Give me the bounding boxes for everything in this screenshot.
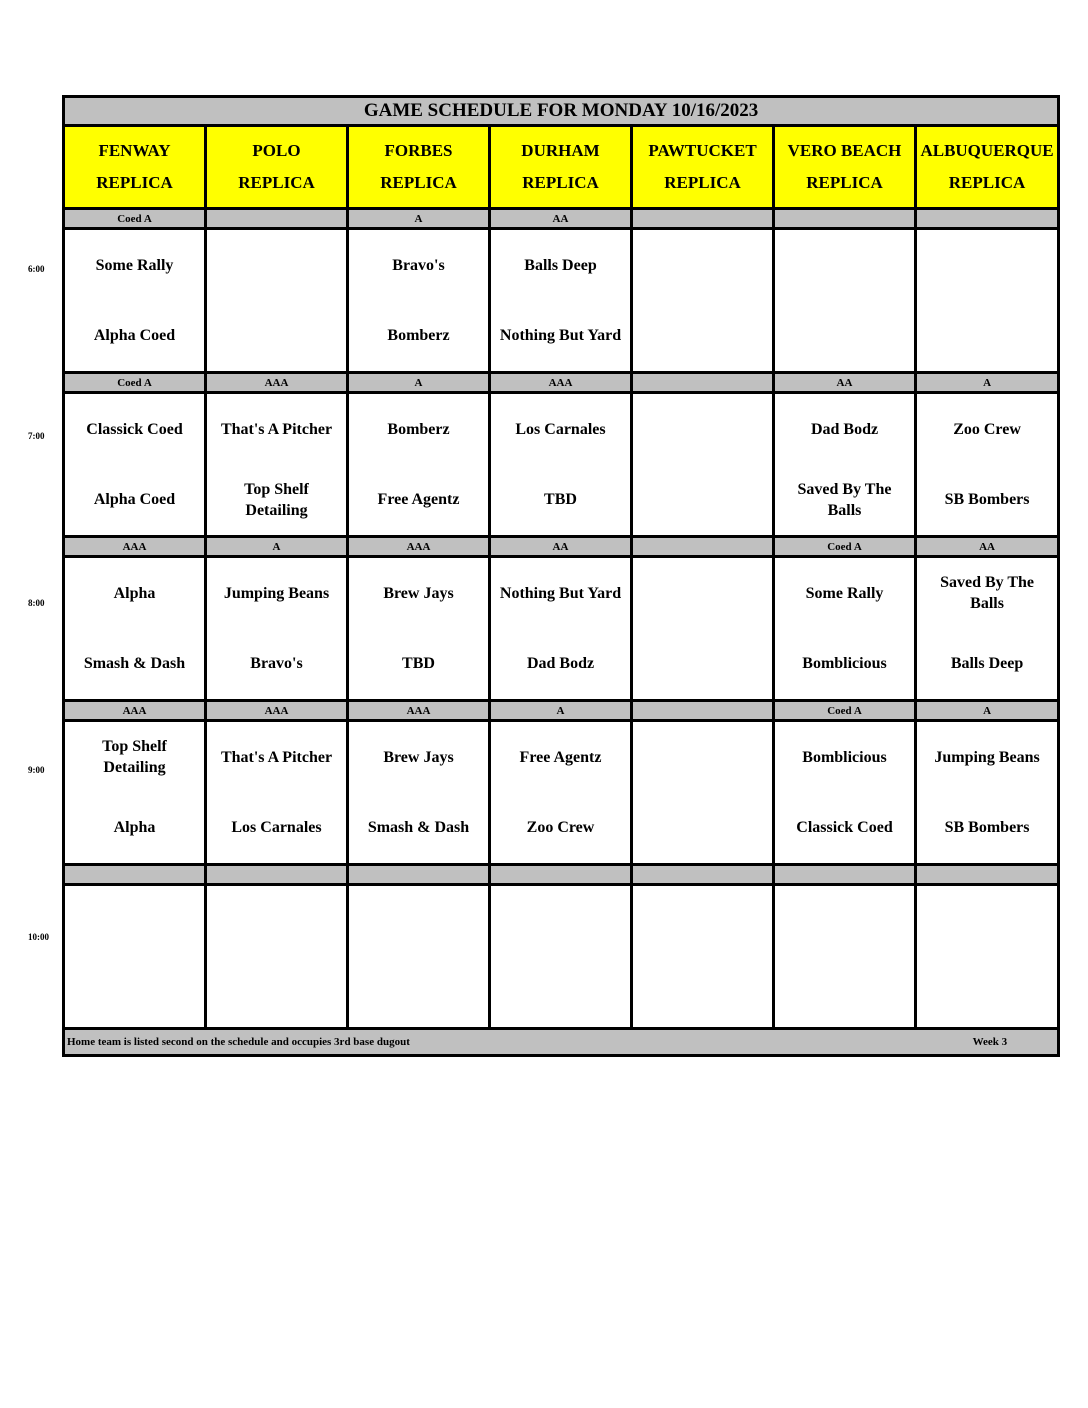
home-team: TBD [402, 655, 435, 673]
field-header [632, 126, 774, 209]
home-team: Smash & Dash [83, 655, 186, 673]
division-label [632, 537, 774, 557]
division-label: AAA [64, 701, 206, 721]
away-team: Dad Bodz [810, 420, 879, 438]
division-label: A [206, 537, 348, 557]
away-team [917, 886, 1057, 957]
home-team [207, 957, 346, 1028]
division-label: A [348, 373, 490, 393]
away-team: Zoo Crew [953, 420, 1021, 438]
away-team: That's A Pitcher [220, 748, 333, 766]
time-label: 10:00 [28, 932, 49, 942]
time-label: 9:00 [28, 765, 45, 775]
field-subtitle: REPLICA [664, 173, 741, 192]
game-cell [916, 721, 1059, 865]
division-label: Coed A [64, 373, 206, 393]
game-cell [916, 229, 1059, 373]
away-team [349, 886, 488, 957]
division-label [632, 701, 774, 721]
division-label [490, 865, 632, 885]
away-team: That's A Pitcher [220, 420, 333, 438]
away-team: Brew Jays [383, 584, 454, 602]
game-cell [632, 721, 774, 865]
away-team: Brew Jays [383, 748, 454, 766]
field-subtitle: REPLICA [522, 173, 599, 192]
away-team: Bomblicious [802, 748, 887, 766]
game-row [64, 229, 1059, 373]
game-cell [774, 557, 916, 701]
division-label: AAA [348, 701, 490, 721]
game-cell [64, 393, 206, 537]
away-team [917, 230, 1057, 301]
game-cell [774, 393, 916, 537]
home-team: Nothing But Yard [499, 327, 622, 345]
away-team [491, 886, 630, 957]
field-name: FORBES [384, 141, 453, 160]
field-header [348, 126, 490, 209]
home-team: Free Agentz [377, 491, 460, 509]
away-team [633, 230, 772, 301]
field-header [64, 126, 206, 209]
division-label: AAA [206, 373, 348, 393]
home-team: SB Bombers [944, 819, 1030, 837]
home-team [491, 957, 630, 1028]
away-team [633, 886, 772, 957]
time-label: 6:00 [28, 264, 45, 274]
away-team [633, 722, 772, 793]
away-team: Classick Coed [86, 420, 183, 438]
schedule-title: GAME SCHEDULE FOR MONDAY 10/16/2023 [64, 97, 1059, 126]
division-label [632, 373, 774, 393]
away-team [775, 886, 914, 957]
field-name: VERO BEACH [787, 141, 902, 160]
footer [64, 1029, 1059, 1056]
footer-note: Home team is listed second on the schedule and occupies 3rd base dugout [67, 1036, 410, 1048]
division-label [64, 865, 206, 885]
division-label [774, 209, 916, 229]
field-header [774, 126, 916, 209]
schedule-table [62, 95, 1060, 1057]
division-row [64, 373, 1059, 393]
field-header [490, 126, 632, 209]
home-team: Dad Bodz [526, 655, 595, 673]
home-team [917, 301, 1057, 372]
home-team [207, 301, 346, 372]
game-cell [348, 393, 490, 537]
time-label: 7:00 [28, 431, 45, 441]
home-team: Bravo's [250, 655, 303, 673]
game-cell [490, 229, 632, 373]
field-subtitle: REPLICA [238, 173, 315, 192]
away-team: Los Carnales [515, 420, 606, 438]
game-cell [632, 229, 774, 373]
division-label [774, 865, 916, 885]
division-label [206, 865, 348, 885]
away-team: Some Rally [805, 584, 884, 602]
division-label: A [348, 209, 490, 229]
division-label [632, 865, 774, 885]
game-cell [206, 885, 348, 1029]
division-label: AA [490, 209, 632, 229]
game-cell [64, 885, 206, 1029]
division-label [916, 209, 1059, 229]
away-team: Bravo's [392, 256, 445, 274]
field-header [206, 126, 348, 209]
field-name: PAWTUCKET [648, 141, 757, 160]
home-team: Smash & Dash [367, 819, 470, 837]
home-team [917, 957, 1057, 1028]
division-label [348, 865, 490, 885]
division-label: AA [490, 537, 632, 557]
home-team [65, 957, 204, 1028]
field-header [916, 126, 1059, 209]
division-label [632, 209, 774, 229]
division-label: A [916, 373, 1059, 393]
home-team [775, 301, 914, 372]
division-row [64, 537, 1059, 557]
home-team: Saved By The Balls [797, 480, 892, 519]
home-team [633, 301, 772, 372]
away-team: Saved By The Balls [940, 574, 1035, 613]
field-subtitle: REPLICA [96, 173, 173, 192]
away-team: Free Agentz [519, 748, 602, 766]
division-label: AAA [348, 537, 490, 557]
home-team: Alpha Coed [93, 327, 176, 345]
game-cell [206, 721, 348, 865]
field-subtitle: REPLICA [948, 173, 1026, 192]
field-name: DURHAM [521, 141, 600, 160]
division-label [206, 209, 348, 229]
time-label: 8:00 [28, 598, 45, 608]
game-cell [490, 721, 632, 865]
home-team [775, 957, 914, 1028]
field-subtitle: REPLICA [380, 173, 457, 192]
away-team [207, 886, 346, 957]
game-cell [348, 885, 490, 1029]
field-name: FENWAY [98, 141, 171, 160]
division-row [64, 865, 1059, 885]
division-label: AAA [490, 373, 632, 393]
game-cell [348, 229, 490, 373]
game-cell [348, 721, 490, 865]
game-cell [348, 557, 490, 701]
field-header-row [64, 126, 1059, 209]
game-cell [206, 229, 348, 373]
home-team [633, 629, 772, 700]
home-team: Alpha Coed [93, 491, 176, 509]
away-team: Some Rally [95, 256, 174, 274]
home-team [633, 465, 772, 536]
field-name: ALBUQUERQUE [920, 141, 1054, 160]
home-team: SB Bombers [944, 491, 1030, 509]
game-cell [64, 229, 206, 373]
home-team [349, 957, 488, 1028]
division-label: AAA [64, 537, 206, 557]
game-row [64, 393, 1059, 537]
division-label: Coed A [774, 537, 916, 557]
away-team: Top Shelf Detailing [102, 738, 167, 777]
game-cell [490, 885, 632, 1029]
game-cell [774, 885, 916, 1029]
away-team: Alpha [113, 584, 156, 602]
division-row [64, 701, 1059, 721]
away-team [207, 230, 346, 301]
division-label: A [916, 701, 1059, 721]
game-cell [632, 885, 774, 1029]
home-team: Classick Coed [796, 819, 893, 837]
away-team: Nothing But Yard [499, 584, 622, 602]
home-team: Bomblicious [802, 655, 887, 673]
home-team: Bomberz [387, 327, 450, 345]
away-team [633, 394, 772, 465]
game-cell [206, 557, 348, 701]
game-cell [774, 229, 916, 373]
division-label [916, 865, 1059, 885]
game-cell [774, 721, 916, 865]
field-name: POLO [252, 141, 301, 160]
game-cell [632, 557, 774, 701]
division-label: AA [774, 373, 916, 393]
game-cell [916, 885, 1059, 1029]
away-team: Jumping Beans [223, 584, 330, 602]
field-subtitle: REPLICA [806, 173, 883, 192]
division-label: A [490, 701, 632, 721]
game-row [64, 557, 1059, 701]
home-team: Top Shelf Detailing [244, 480, 309, 519]
away-team [65, 886, 204, 957]
game-cell [490, 393, 632, 537]
home-team: TBD [544, 491, 577, 509]
home-team: Balls Deep [950, 655, 1024, 673]
division-label: Coed A [774, 701, 916, 721]
division-label: AAA [206, 701, 348, 721]
away-team: Bomberz [387, 420, 450, 438]
game-row [64, 885, 1059, 1029]
game-cell [64, 721, 206, 865]
away-team [775, 230, 914, 301]
division-row [64, 209, 1059, 229]
game-cell [916, 393, 1059, 537]
game-cell [64, 557, 206, 701]
home-team [633, 793, 772, 864]
division-label: Coed A [64, 209, 206, 229]
game-cell [632, 393, 774, 537]
away-team [633, 558, 772, 629]
week-label: Week 3 [972, 1036, 1008, 1048]
home-team: Los Carnales [231, 819, 322, 837]
away-team: Balls Deep [524, 256, 597, 274]
division-label: AA [916, 537, 1059, 557]
home-team: Zoo Crew [526, 819, 595, 837]
game-cell [916, 557, 1059, 701]
home-team [633, 957, 772, 1028]
game-cell [206, 393, 348, 537]
home-team: Alpha [113, 819, 156, 837]
game-cell [490, 557, 632, 701]
away-team: Jumping Beans [934, 748, 1040, 766]
game-row [64, 721, 1059, 865]
